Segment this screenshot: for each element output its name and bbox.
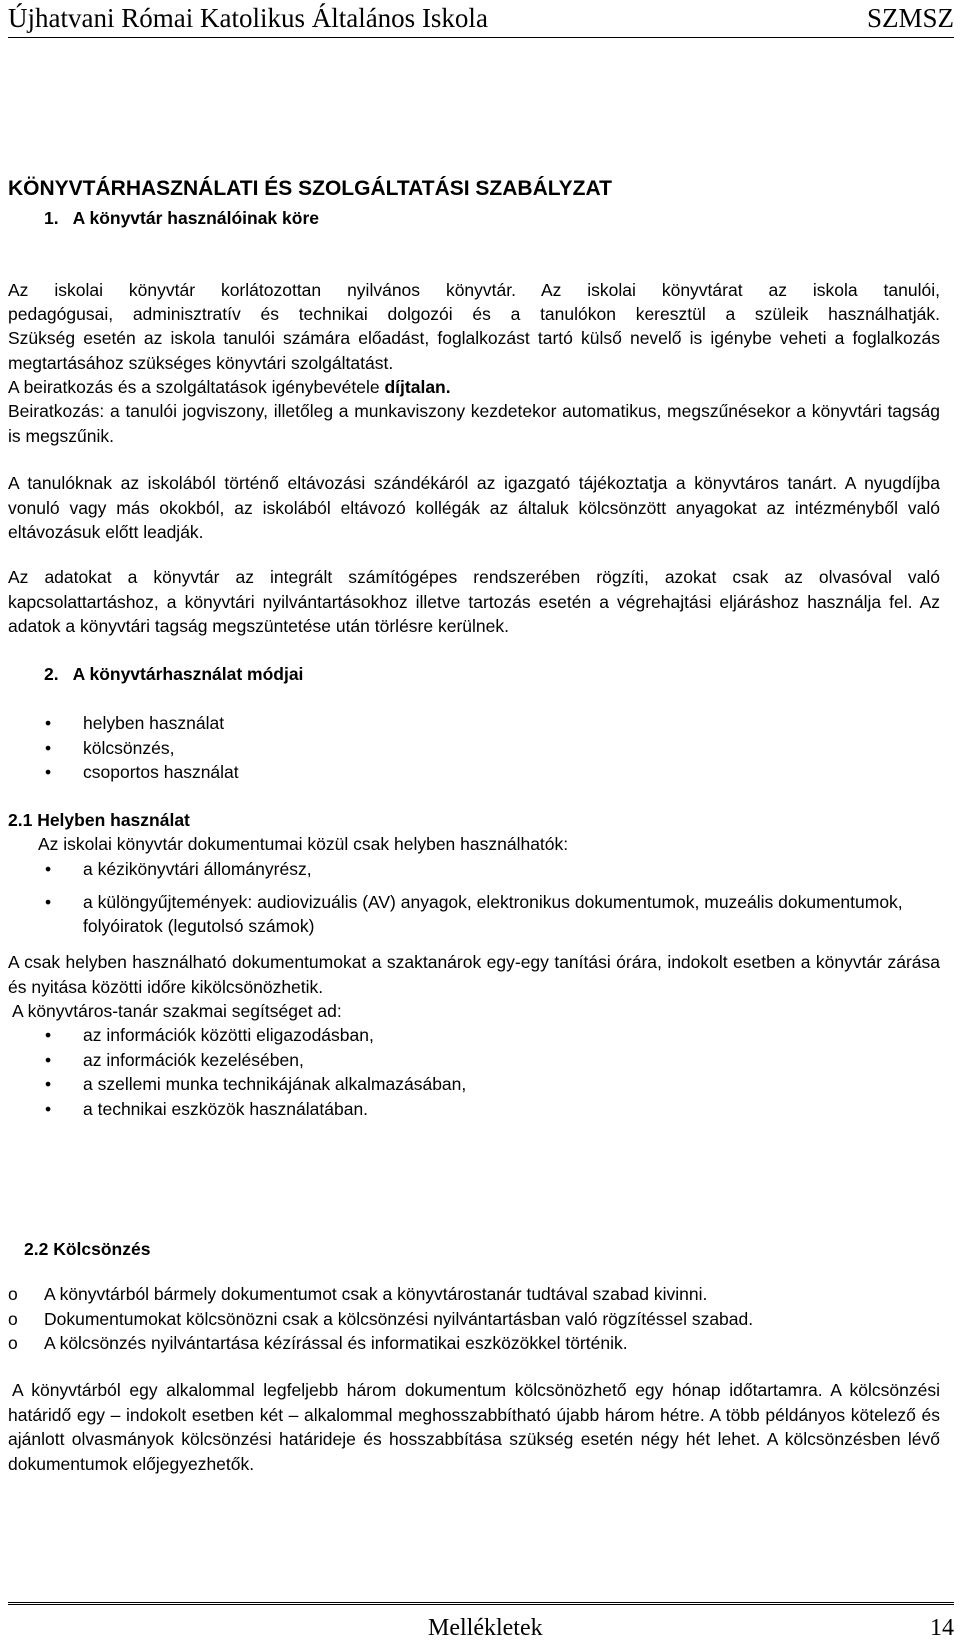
paragraph-6: Az adatokat a könyvtár az integrált számítógépes rendszerében rögzíti, azokat csak az olvasóval való kapcsolattartáshoz, a könyvtári nyilvántartásokhoz illetve tartozás esetén a végrehajtási eljáráshoz használja fel. Az adatok a könyvtári tagság megszüntetése után törlésre kerülnek. — [8, 567, 940, 636]
bullet-icon: • — [45, 859, 52, 879]
bullet-icon: • — [45, 713, 52, 733]
footer-label: Mellékletek — [428, 1615, 543, 1641]
list-item: • a kézikönyvtári állományrész, — [8, 857, 940, 882]
paragraph-3-text: A beiratkozás és a szolgáltatások igénybevétele — [8, 377, 385, 397]
section-2-1-intro: Az iskolai könyvtár dokumentumai közül csak helyben használhatók: — [38, 834, 569, 854]
section-2-1-paragraph: A csak helyben használható dokumentumokat a szaktanárok egy-egy tanítási órára, indokolt esetben a könyvtár zárása és nyitása közötti időre kikölcsönözhetik. — [8, 952, 940, 997]
section-1-heading — [8, 206, 960, 231]
section-2-2-paragraph: A könyvtárból egy alkalommal legfeljebb három dokumentum kölcsönözhető egy hónap időtartamra. A kölcsönzési határidő egy – indokolt esetben két – alkalommal meghosszabbítható újabb három hétre. A több példányos kötelező és ajánlott olvasmányok kölcsönzési határideje és hosszabbítása szükség esetén négy hét lehet. A kölcsönzésben lévő dokumentumok előjegyezhetők. — [8, 1380, 940, 1474]
list-item: • a technikai eszközök használatában. — [8, 1097, 940, 1122]
circle-bullet-icon: o — [8, 1333, 18, 1353]
onsite-items-list — [8, 857, 940, 939]
bullet-icon: • — [45, 891, 52, 912]
section-2-heading — [8, 662, 960, 687]
help-intro: A könyvtáros-tanár szakmai segítséget ad: — [12, 1001, 342, 1021]
paragraph-2: Szükség esetén az iskola tanulói számára előadást, foglalkozást tartó külső nevelő is igénybe veheti a foglalkozás megtartásához szükséges könyvtári szolgáltatást. — [8, 328, 940, 373]
paragraph-1-line-2: pedagógusai, adminisztratív és technikai dolgozói és a tanulókon keresztül a szüleik használhatják. — [8, 304, 940, 324]
list-item: o Dokumentumokat kölcsönözni csak a kölcsönzési nyilvántartásban való rögzítéssel szabad. — [8, 1307, 940, 1332]
section-2-number: 2. — [44, 664, 59, 684]
document-title: KÖNYVTÁRHASZNÁLATI ÉS SZOLGÁLTATÁSI SZABÁLYZAT — [8, 177, 612, 200]
help-items-list — [8, 1023, 940, 1121]
page-number: 14 — [930, 1615, 954, 1641]
list-item: • az információk közötti eligazodásban, — [8, 1023, 940, 1048]
header-doc-code: SZMSZ — [866, 3, 954, 33]
list-item: • kölcsönzés, — [8, 736, 940, 761]
usage-modes-list — [8, 711, 940, 785]
section-1-title: A könyvtár használóinak köre — [72, 208, 319, 228]
bullet-icon: • — [45, 1049, 52, 1070]
paragraph-5: A tanulóknak az iskolából történő eltávozási szándékáról az igazgató tájékoztatja a könyvtáros tanárt. A nyugdíjba vonuló vagy más okokból, az iskolából eltávozó kollégák az általuk kölcsönzött anyagokat az intézményből való eltávozásuk előtt leadják. — [8, 473, 940, 542]
lending-rules-list — [8, 1282, 940, 1356]
page-header — [8, 2, 954, 36]
paragraph-3 — [8, 375, 940, 400]
bullet-icon: • — [45, 1025, 52, 1045]
section-2-1-heading: 2.1 Helyben használat — [8, 810, 190, 830]
bullet-icon: • — [45, 762, 52, 782]
footer-rule — [8, 1602, 954, 1607]
paragraph-3-bold: díjtalan. — [384, 377, 451, 397]
list-item: • helyben használat — [8, 711, 940, 736]
list-item: • csoportos használat — [8, 760, 940, 785]
list-item: • a különgyűjtemények: audiovizuális (AV) anyagok, elektronikus dokumentumok, muzeális dokumentumok, folyóiratok (legutolsó számok) — [45, 891, 903, 936]
circle-bullet-icon: o — [8, 1308, 18, 1329]
list-item: o A kölcsönzés nyilvántartása kézírással és informatikai eszközökkel történik. — [8, 1331, 940, 1356]
bullet-icon: • — [45, 1098, 52, 1119]
list-item: • a szellemi munka technikájának alkalmazásában, — [8, 1072, 940, 1097]
header-rule — [8, 37, 954, 38]
bullet-icon: • — [45, 737, 52, 758]
circle-bullet-icon: o — [8, 1284, 18, 1304]
section-2-title: A könyvtárhasználat módjai — [72, 664, 304, 684]
list-item: o A könyvtárból bármely dokumentumot csak a könyvtárostanár tudtával szabad kivinni. — [8, 1282, 940, 1307]
header-school-name: Újhatvani Római Katolikus Általános Iskola — [8, 3, 488, 33]
section-2-2-heading: 2.2 Kölcsönzés — [24, 1239, 151, 1259]
bullet-icon: • — [45, 1074, 52, 1094]
list-item: • az információk kezelésében, — [8, 1048, 940, 1073]
paragraph-1-line-1: Az iskolai könyvtár korlátozottan nyilvános könyvtár. Az iskolai könyvtárat az iskola tanulói, — [8, 280, 940, 300]
section-1-number: 1. — [44, 208, 59, 228]
paragraph-4: Beiratkozás: a tanulói jogviszony, illetőleg a munkaviszony kezdetekor automatikus, megszűnésekor a könyvtári tagság is megszűnik. — [8, 401, 940, 446]
